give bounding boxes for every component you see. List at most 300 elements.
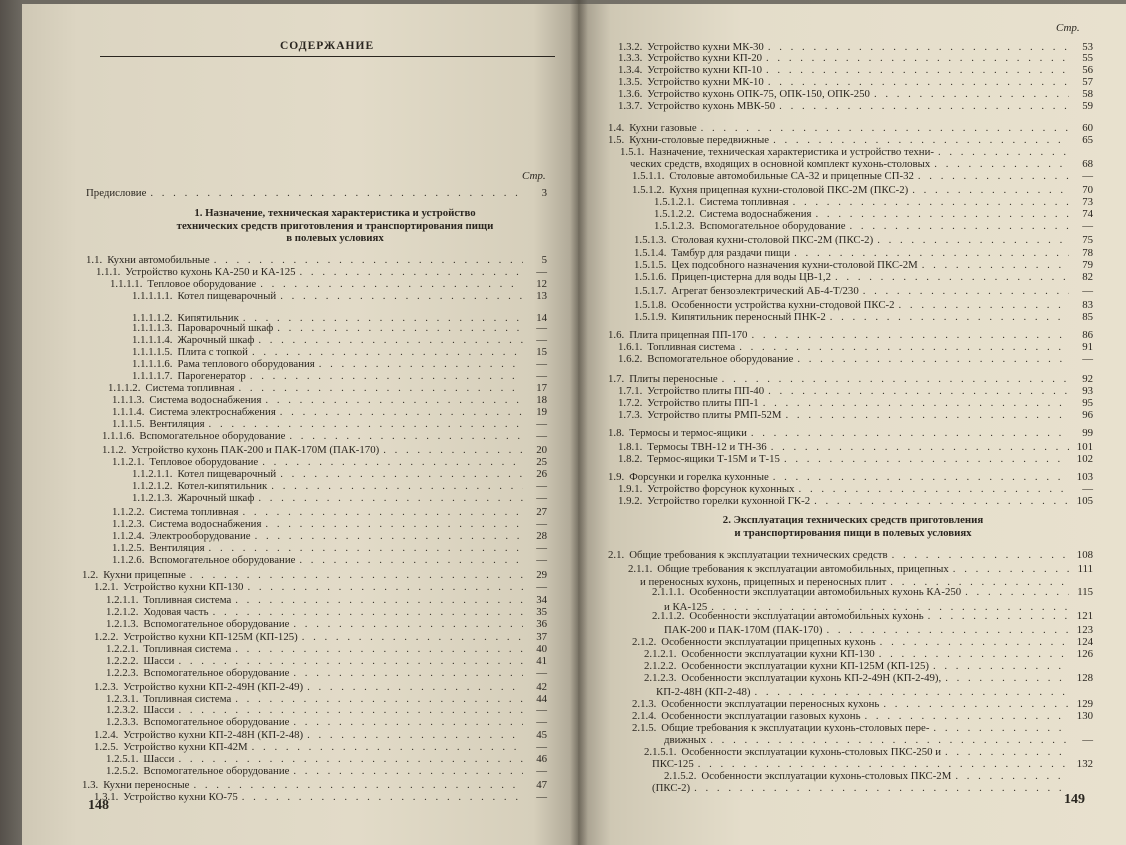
toc-entry-title: Вспомогательное оборудование bbox=[139, 430, 286, 442]
left-page bbox=[22, 4, 578, 845]
toc-leader-dots bbox=[242, 791, 523, 804]
toc-entry-number: 1.1.1.1.6. bbox=[132, 358, 173, 370]
toc-entry-page: 73 bbox=[1082, 196, 1093, 208]
toc-entry-title: Система топливная bbox=[699, 196, 789, 208]
toc-entry bbox=[652, 586, 1093, 599]
toc-entry-page: 74 bbox=[1082, 208, 1093, 220]
toc-entry-number: 1.1.1.1.3. bbox=[132, 322, 173, 334]
page-column-label: Стр. bbox=[1056, 22, 1080, 34]
toc-entry-number: 1.5.1.2.1. bbox=[654, 196, 695, 208]
toc-entry-title: Общие требования к эксплуатации кухонь-столовых пере- bbox=[661, 722, 930, 734]
toc-entry-title: Устройство кухни КО-75 bbox=[123, 791, 238, 803]
toc-entry-number: 1.1.1.1.4. bbox=[132, 334, 173, 346]
toc-entry-title: Особенности эксплуатации автомобильных кухонь КА-250 bbox=[689, 586, 962, 598]
toc-leader-dots bbox=[850, 220, 1069, 233]
toc-leader-dots bbox=[830, 311, 1069, 324]
toc-entry-number: 1.8.2. bbox=[618, 453, 643, 465]
toc-entry-page: — bbox=[536, 430, 547, 442]
toc-entry bbox=[608, 427, 1093, 440]
toc-entry-page: 46 bbox=[536, 753, 547, 765]
toc-entry-number: 1.1.2.3. bbox=[112, 518, 145, 530]
toc-entry-page: 105 bbox=[1076, 495, 1093, 507]
toc-entry-title: Кухни-столовые передвижные bbox=[629, 134, 770, 146]
toc-leader-dots bbox=[863, 285, 1069, 298]
toc-leader-dots bbox=[150, 187, 523, 200]
toc-entry-title: Особенности эксплуатации прицепных кухонь bbox=[661, 636, 876, 648]
toc-entry-number: 1.5. bbox=[608, 134, 625, 146]
toc-entry bbox=[132, 492, 547, 505]
toc-entry-title: Плиты переносные bbox=[629, 373, 718, 385]
toc-entry-title: Шасси bbox=[143, 753, 175, 765]
toc-entry-page: 12 bbox=[536, 278, 547, 290]
toc-entry-page: 75 bbox=[1082, 234, 1093, 246]
toc-entry-number: 1.2.1.1. bbox=[106, 594, 139, 606]
toc-entry-page: 26 bbox=[536, 468, 547, 480]
toc-entry-number: 2.1.5.1. bbox=[644, 746, 677, 758]
toc-entry-title: Устройство кухонь МВК-50 bbox=[647, 100, 776, 112]
toc-entry-number: 1.1.2.5. bbox=[112, 542, 145, 554]
toc-entry-title: Шасси bbox=[143, 704, 175, 716]
page-title: СОДЕРЖАНИЕ bbox=[280, 40, 375, 52]
toc-entry-page: — bbox=[536, 791, 547, 803]
toc-entry-title: Устройство кухонь ПАК-200 и ПАК-170М (ПАК-170) bbox=[131, 444, 380, 456]
toc-leader-dots bbox=[892, 549, 1069, 562]
toc-entry-page: 132 bbox=[1076, 758, 1093, 770]
toc-entry-page: — bbox=[536, 554, 547, 566]
toc-entry-page: — bbox=[1082, 220, 1093, 232]
toc-entry-number: 1.1.1.2. bbox=[108, 382, 141, 394]
toc-entry-number: 1.5.1. bbox=[620, 146, 645, 158]
toc-leader-dots bbox=[293, 716, 523, 729]
toc-entry-title: Особенности эксплуатации кухонь-столовых ПКС-2М bbox=[701, 770, 952, 782]
toc-entry-page: — bbox=[1082, 353, 1093, 365]
toc-entry-title: Система водоснабжения bbox=[149, 394, 262, 406]
toc-entry-number: 1.5.1.6. bbox=[634, 271, 667, 283]
toc-entry-title: Система электроснабжения bbox=[149, 406, 276, 418]
toc-entry-title: Устройство кухонь ОПК-75, ОПК-150, ОПК-250 bbox=[647, 88, 870, 100]
toc-entry-page: — bbox=[536, 667, 547, 679]
toc-entry-number: 1.1.1.4. bbox=[112, 406, 145, 418]
toc-entry-title: Шасси bbox=[143, 655, 175, 667]
toc-entry-page: — bbox=[536, 334, 547, 346]
toc-entry-number: 1.5.1.8. bbox=[634, 299, 667, 311]
toc-entry bbox=[106, 618, 547, 631]
toc-entry-title: ПАК-200 и ПАК-170М (ПАК-170) bbox=[664, 624, 823, 636]
toc-leader-dots bbox=[258, 492, 523, 505]
toc-entry bbox=[618, 453, 1093, 466]
toc-entry-page: 17 bbox=[536, 382, 547, 394]
toc-leader-dots bbox=[945, 672, 1069, 685]
toc-entry bbox=[652, 610, 1093, 623]
toc-entry-number: 1.3.4. bbox=[618, 64, 643, 76]
toc-entry-number: 1.5.1.7. bbox=[634, 285, 667, 297]
toc-entry-title: Система водоснабжения bbox=[149, 518, 262, 530]
toc-entry bbox=[628, 563, 1093, 576]
toc-entry-page: 129 bbox=[1076, 698, 1093, 710]
toc-entry-number: 1.1.1. bbox=[96, 266, 121, 278]
toc-entry-number: 1.3.7. bbox=[618, 100, 643, 112]
toc-entry-title: и КА-125 bbox=[664, 601, 708, 613]
toc-entry-page: 59 bbox=[1082, 100, 1093, 112]
toc-entry-number: 1.2.5.2. bbox=[106, 765, 139, 777]
toc-entry-page: — bbox=[536, 741, 547, 753]
toc-entry-page: 44 bbox=[536, 693, 547, 705]
toc-entry-page: 86 bbox=[1082, 329, 1093, 341]
toc-entry-title: Котел-кипятильник bbox=[177, 480, 268, 492]
toc-entry-title: Вспомогательное оборудование bbox=[699, 220, 846, 232]
toc-entry-title: Топливная система bbox=[143, 643, 232, 655]
toc-entry-title: Форсунки и горелка кухонные bbox=[629, 471, 769, 483]
toc-entry-page: 3 bbox=[541, 187, 547, 199]
toc-entry-number: 1.8.1. bbox=[618, 441, 643, 453]
toc-entry-number: 1.9.2. bbox=[618, 495, 643, 507]
toc-entry-page: 58 bbox=[1082, 88, 1093, 100]
title-rule bbox=[100, 56, 555, 57]
toc-entry-title: Столовая кухни-столовой ПКС-2М (ПКС-2) bbox=[671, 234, 874, 246]
toc-entry-page: — bbox=[536, 370, 547, 382]
toc-entry-title: Вентиляция bbox=[149, 418, 205, 430]
toc-entry-title: Особенности эксплуатации кухни КП-125М (КП-125) bbox=[681, 660, 929, 672]
toc-entry-title: Топливная система bbox=[143, 594, 232, 606]
book-gutter bbox=[570, 0, 588, 845]
toc-entry-title: Система водоснабжения bbox=[699, 208, 812, 220]
toc-entry-title: Котел пищеварочный bbox=[177, 290, 277, 302]
toc-entry-number: 1.4. bbox=[608, 122, 625, 134]
toc-entry-page: 130 bbox=[1076, 710, 1093, 722]
toc-entry-number: 1.1.1.1.1. bbox=[132, 290, 173, 302]
toc-entry-number: 1.2. bbox=[82, 569, 99, 581]
toc-entry-page: — bbox=[536, 266, 547, 278]
toc-entry-title: Устройство кухни КП-2-49Н (КП-2-49) bbox=[123, 681, 304, 693]
toc-entry-page: 45 bbox=[536, 729, 547, 741]
toc-entry-title: Цех подсобного назначения кухни-столовой ПКС-2М bbox=[671, 259, 918, 271]
toc-entry-page: 47 bbox=[536, 779, 547, 791]
toc-entry-number: 2.1.3. bbox=[632, 698, 657, 710]
toc-entry-title: Кухни переносные bbox=[103, 779, 190, 791]
toc-entry-number: 1.2.2. bbox=[94, 631, 119, 643]
page-column-label: Стр. bbox=[522, 170, 546, 182]
toc-entry bbox=[106, 765, 547, 778]
toc-entry-number: 1.1.1.6. bbox=[102, 430, 135, 442]
toc-entry-title: Тепловое оборудование bbox=[149, 456, 259, 468]
toc-entry-title: Термосы и термос-ящики bbox=[629, 427, 747, 439]
toc-entry-title: Система топливная bbox=[145, 382, 235, 394]
toc-entry-number: 1.2.1.3. bbox=[106, 618, 139, 630]
toc-entry-number: 2.1.2.3. bbox=[644, 672, 677, 684]
toc-entry-number: 2.1. bbox=[608, 549, 625, 561]
toc-leader-dots bbox=[289, 430, 523, 443]
toc-leader-dots bbox=[784, 453, 1069, 466]
toc-entry-number: 1.2.3.1. bbox=[106, 693, 139, 705]
toc-entry-page: 79 bbox=[1082, 259, 1093, 271]
toc-entry-number: 1.1.1.5. bbox=[112, 418, 145, 430]
toc-entry-page: 14 bbox=[536, 312, 547, 324]
toc-entry-title: Вспомогательное оборудование bbox=[647, 353, 794, 365]
toc-entry-title: Устройство кухонь КА-250 и КА-125 bbox=[125, 266, 296, 278]
toc-entry-title: Особенности эксплуатации кухонь КП-2-49Н (КП-2-49), bbox=[681, 672, 942, 684]
toc-leader-dots bbox=[786, 409, 1069, 422]
toc-entry-page: — bbox=[1082, 734, 1093, 746]
toc-entry-title: Вспомогательное оборудование bbox=[143, 667, 290, 679]
toc-entry-title: Кухня прицепная кухни-столовой ПКС-2М (ПКС-2) bbox=[669, 184, 909, 196]
toc-entry-page: 83 bbox=[1082, 299, 1093, 311]
toc-entry-number: 1.3.6. bbox=[618, 88, 643, 100]
toc-entry-page: — bbox=[536, 518, 547, 530]
section-2-heading: 2. Эксплуатация технических средств приготовления и транспортирования пищи в полевых условиях bbox=[722, 514, 984, 539]
toc-entry-number: 1.6.2. bbox=[618, 353, 643, 365]
toc-entry-page: 19 bbox=[536, 406, 547, 418]
toc-entry-title: Термос-ящики Т-15М и Т-15 bbox=[647, 453, 780, 465]
toc-entry-page: 78 bbox=[1082, 247, 1093, 259]
toc-entry bbox=[106, 667, 547, 680]
toc-entry-page: 123 bbox=[1076, 624, 1093, 636]
toc-entry-number: 1.1.1.1.7. bbox=[132, 370, 173, 382]
page-number: 149 bbox=[1064, 792, 1085, 807]
toc-entry-number: 1.1.2.1. bbox=[112, 456, 145, 468]
toc-entry-title: Жарочный шкаф bbox=[177, 334, 255, 346]
toc-entry-page: 60 bbox=[1082, 122, 1093, 134]
toc-entry-page: — bbox=[536, 581, 547, 593]
toc-leader-dots bbox=[694, 782, 1069, 795]
toc-entry-title: Особенности эксплуатации кухни КП-130 bbox=[681, 648, 875, 660]
toc-entry-page: — bbox=[536, 492, 547, 504]
toc-entry-title: Электрооборудование bbox=[149, 530, 251, 542]
toc-entry bbox=[618, 409, 1093, 422]
toc-leader-dots bbox=[299, 554, 523, 567]
toc-entry-title: Пароварочный шкаф bbox=[177, 322, 274, 334]
toc-entry-number: 1.3.2. bbox=[618, 41, 643, 53]
toc-entry bbox=[652, 782, 1093, 795]
toc-entry-page: 65 bbox=[1082, 134, 1093, 146]
toc-entry-page: 29 bbox=[536, 569, 547, 581]
toc-entry-page: 40 bbox=[536, 643, 547, 655]
toc-leader-dots bbox=[877, 234, 1069, 247]
toc-entry-number: 1.5.1.2.3. bbox=[654, 220, 695, 232]
toc-entry-number: 1.7.1. bbox=[618, 385, 643, 397]
toc-entry-page: 128 bbox=[1076, 672, 1093, 684]
toc-entry-title: Устройство форсунок кухонных bbox=[647, 483, 795, 495]
toc-entry-title: Особенности эксплуатации газовых кухонь bbox=[661, 710, 861, 722]
toc-entry bbox=[132, 290, 547, 303]
toc-entry-number: 1.5.1.3. bbox=[634, 234, 667, 246]
toc-entry-page: — bbox=[1082, 170, 1093, 182]
toc-entry-number: 1.2.1.2. bbox=[106, 606, 139, 618]
toc-entry bbox=[608, 549, 1093, 562]
toc-entry-page: 96 bbox=[1082, 409, 1093, 421]
toc-entry-page: 37 bbox=[536, 631, 547, 643]
toc-entry bbox=[86, 187, 547, 200]
toc-entry-title: Вспомогательное оборудование bbox=[143, 765, 290, 777]
toc-entry-title: Вспомогательное оборудование bbox=[149, 554, 296, 566]
toc-entry-title: Особенности эксплуатации автомобильных кухонь bbox=[689, 610, 924, 622]
section-1-heading: 1. Назначение, техническая характеристика и устройство технических средств приготовления и транспортирования пищи в полевых условиях bbox=[176, 207, 494, 244]
toc-entry-number: 1.5.1.1. bbox=[632, 170, 665, 182]
toc-entry-page: — bbox=[536, 542, 547, 554]
toc-entry-page: 126 bbox=[1076, 648, 1093, 660]
toc-entry-page: 27 bbox=[536, 506, 547, 518]
toc-entry-title: движных bbox=[664, 734, 707, 746]
toc-entry bbox=[634, 285, 1093, 298]
toc-entry-title: Агрегат бензоэлектрический АБ-4-Т/230 bbox=[671, 285, 859, 297]
toc-entry-title: Кухни автомобильные bbox=[107, 254, 210, 266]
toc-entry-page: 111 bbox=[1077, 563, 1093, 575]
toc-entry-number: 1.7.3. bbox=[618, 409, 643, 421]
toc-leader-dots bbox=[779, 100, 1069, 113]
toc-entry-page: 35 bbox=[536, 606, 547, 618]
toc-entry-number: 1.6. bbox=[608, 329, 625, 341]
toc-entry-title: Ходовая часть bbox=[143, 606, 209, 618]
toc-entry-page: 85 bbox=[1082, 311, 1093, 323]
toc-entry-title: Жарочный шкаф bbox=[177, 492, 255, 504]
toc-leader-dots bbox=[751, 427, 1069, 440]
toc-entry bbox=[634, 234, 1093, 247]
toc-entry-number: 1.2.1. bbox=[94, 581, 119, 593]
toc-leader-dots bbox=[797, 353, 1069, 366]
toc-entry-title: Парогенератор bbox=[177, 370, 246, 382]
toc-entry-title: Устройство горелки кухонной ГК-2 bbox=[647, 495, 811, 507]
toc-entry-page: 91 bbox=[1082, 341, 1093, 353]
toc-entry-number: 2.1.1.1. bbox=[652, 586, 685, 598]
toc-entry bbox=[102, 430, 547, 443]
toc-entry-title: Общие требования к эксплуатации технических средств bbox=[629, 549, 888, 561]
toc-entry-number: 1.1.2. bbox=[102, 444, 127, 456]
toc-entry-number: 1.2.4. bbox=[94, 729, 119, 741]
toc-entry-number: 1.9. bbox=[608, 471, 625, 483]
toc-entry-title: Назначение, техническая характеристика и устройство техни- bbox=[649, 146, 934, 158]
toc-entry-page: 5 bbox=[541, 254, 547, 266]
toc-entry-title: Устройство плиты ПП-1 bbox=[647, 397, 759, 409]
toc-entry-title: Устройство кухни МК-30 bbox=[647, 41, 764, 53]
toc-entry-title: Общие требования к эксплуатации автомобильных, прицепных bbox=[657, 563, 949, 575]
toc-entry-title: Кухни прицепные bbox=[103, 569, 186, 581]
toc-entry-title: Устройство плиты РМП-52М bbox=[647, 409, 782, 421]
toc-entry-number: 1.3.1. bbox=[94, 791, 119, 803]
toc-entry-title: и переносных кухонь, прицепных и переносных плит bbox=[640, 576, 887, 588]
toc-entry-number: 2.1.2.2. bbox=[644, 660, 677, 672]
toc-entry-title: Прицеп-цистерна для воды ЦВ-1,2 bbox=[671, 271, 832, 283]
right-page bbox=[578, 4, 1126, 845]
toc-entry-title: Устройство кухни КП-130 bbox=[123, 581, 244, 593]
toc-entry-number: 1.1.2.1.1. bbox=[132, 468, 173, 480]
toc-entry-page: 93 bbox=[1082, 385, 1093, 397]
toc-entry-page: 124 bbox=[1076, 636, 1093, 648]
toc-entry-title: Система топливная bbox=[149, 506, 239, 518]
toc-leader-dots bbox=[928, 610, 1069, 623]
toc-entry-title: Плита с топкой bbox=[177, 346, 248, 358]
toc-entry-page: 68 bbox=[1082, 158, 1093, 170]
toc-entry bbox=[634, 311, 1093, 324]
toc-entry bbox=[106, 716, 547, 729]
toc-entry-page: 99 bbox=[1082, 427, 1093, 439]
toc-entry-number: 2.1.5.2. bbox=[664, 770, 697, 782]
toc-entry bbox=[112, 554, 547, 567]
toc-entry-title: Тепловое оборудование bbox=[147, 278, 257, 290]
toc-entry-title: КП-2-48Н (КП-2-48) bbox=[656, 686, 751, 698]
toc-entry-title: Термосы ТВН-12 и ТН-36 bbox=[647, 441, 767, 453]
toc-entry-page: 28 bbox=[536, 530, 547, 542]
toc-entry bbox=[618, 495, 1093, 508]
toc-entry-page: 82 bbox=[1082, 271, 1093, 283]
toc-entry-page: 34 bbox=[536, 594, 547, 606]
toc-entry-title: Особенности устройства кухни-стодовой ПКС-2 bbox=[671, 299, 895, 311]
toc-entry-number: 2.1.4. bbox=[632, 710, 657, 722]
toc-leader-dots bbox=[953, 563, 1069, 576]
toc-leader-dots bbox=[293, 765, 523, 778]
toc-entry-title: Топливная система bbox=[647, 341, 736, 353]
toc-entry-title: Тамбур для раздачи пищи bbox=[671, 247, 791, 259]
toc-entry-title: Особенности эксплуатации кухонь-столовых ПКС-250 и bbox=[681, 746, 941, 758]
toc-entry-number: 1.1.2.6. bbox=[112, 554, 145, 566]
toc-entry-number: 1.2.2.2. bbox=[106, 655, 139, 667]
toc-entry-number: 1.8. bbox=[608, 427, 625, 439]
toc-entry bbox=[654, 220, 1093, 233]
toc-entry-number: 1.2.3. bbox=[94, 681, 119, 693]
toc-entry-page: 42 bbox=[536, 681, 547, 693]
toc-entry-title: (ПКС-2) bbox=[652, 782, 691, 794]
toc-entry-page: — bbox=[1082, 483, 1093, 495]
toc-entry-page: — bbox=[1082, 285, 1093, 297]
toc-entry-page: — bbox=[536, 418, 547, 430]
toc-leader-dots bbox=[293, 618, 523, 631]
toc-entry-number: 1.2.5.1. bbox=[106, 753, 139, 765]
toc-entry-page: 15 bbox=[536, 346, 547, 358]
toc-entry-title: Предисловие bbox=[86, 187, 147, 199]
toc-entry-title: Котел пищеварочный bbox=[177, 468, 277, 480]
toc-entry-number: 1.5.1.2. bbox=[632, 184, 665, 196]
toc-entry-page: 92 bbox=[1082, 373, 1093, 385]
toc-entry-title: Устройство плиты ПП-40 bbox=[647, 385, 765, 397]
toc-entry-number: 1.3.3. bbox=[618, 52, 643, 64]
toc-entry-title: Кипятильник переносный ПНК-2 bbox=[671, 311, 826, 323]
toc-entry-number: 1.1.1.3. bbox=[112, 394, 145, 406]
toc-entry-title: Кухни газовые bbox=[629, 122, 697, 134]
toc-entry-number: 1.1.1.1.5. bbox=[132, 346, 173, 358]
toc-entry-title: Устройство кухни КП-10 bbox=[647, 64, 763, 76]
toc-entry-number: 1.1.2.4. bbox=[112, 530, 145, 542]
toc-entry-page: — bbox=[536, 716, 547, 728]
toc-leader-dots bbox=[814, 495, 1069, 508]
toc-entry-number: 1.2.3.2. bbox=[106, 704, 139, 716]
page-number: 148 bbox=[88, 798, 109, 813]
toc-entry-number: 1.7.2. bbox=[618, 397, 643, 409]
toc-entry-page: — bbox=[536, 322, 547, 334]
toc-entry bbox=[634, 271, 1093, 284]
toc-entry-page: 13 bbox=[536, 290, 547, 302]
toc-entry-title: Устройство кухни МК-10 bbox=[647, 76, 764, 88]
toc-entry-page: — bbox=[536, 358, 547, 370]
toc-entry-page: 36 bbox=[536, 618, 547, 630]
toc-entry-page: 115 bbox=[1077, 586, 1093, 598]
toc-entry-number: 1.5.1.4. bbox=[634, 247, 667, 259]
toc-entry bbox=[618, 353, 1093, 366]
toc-entry-title: ПКС-125 bbox=[652, 758, 694, 770]
toc-entry-title: Устройство кухни КП-125М (КП-125) bbox=[123, 631, 298, 643]
toc-leader-dots bbox=[965, 586, 1069, 599]
toc-entry-number: 2.1.5. bbox=[632, 722, 657, 734]
toc-entry-page: — bbox=[536, 704, 547, 716]
toc-entry-title: ческих средств, входящих в основной комплект кухонь-столовых bbox=[630, 158, 931, 170]
toc-entry-page: 102 bbox=[1076, 453, 1093, 465]
toc-entry-number: 1.3. bbox=[82, 779, 99, 791]
toc-entry-number: 1.2.2.3. bbox=[106, 667, 139, 679]
toc-entry-title: Кипятильник bbox=[177, 312, 239, 324]
toc-entry-number: 1.5.1.5. bbox=[634, 259, 667, 271]
toc-entry-number: 2.1.2.1. bbox=[644, 648, 677, 660]
toc-entry-page: 70 bbox=[1082, 184, 1093, 196]
toc-leader-dots bbox=[247, 581, 523, 594]
toc-entry-title: Рама теплового оборудования bbox=[177, 358, 315, 370]
toc-entry-number: 2.1.1. bbox=[628, 563, 653, 575]
